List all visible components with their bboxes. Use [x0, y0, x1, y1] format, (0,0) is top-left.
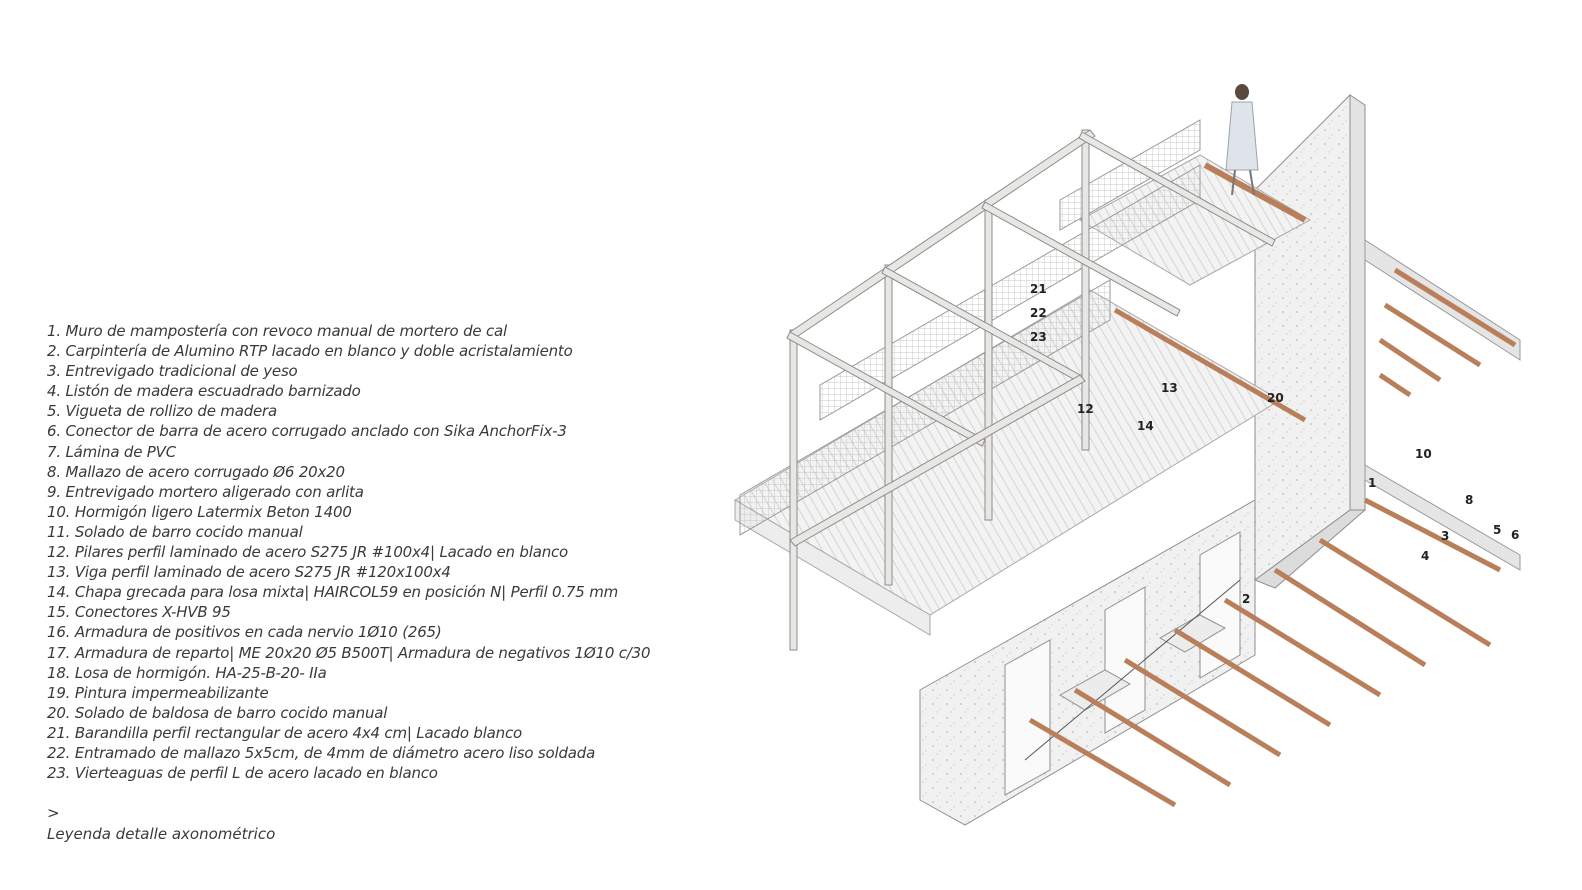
- legend-item: 15. Conectores X-HVB 95: [47, 603, 231, 622]
- callout-8: 8: [1465, 493, 1474, 507]
- legend-item: 10. Hormigón ligero Latermix Beton 1400: [47, 502, 352, 521]
- legend-item: 11. Solado de barro cocido manual: [47, 522, 303, 541]
- caption-arrow: >: [47, 804, 60, 822]
- callout-2: 2: [1242, 592, 1251, 606]
- callout-5: 5: [1493, 523, 1502, 537]
- legend-item: 4. Listón de madera escuadrado barnizado: [47, 382, 361, 401]
- legend-item: 20. Solado de baldosa de barro cocido manual: [47, 703, 388, 722]
- legend-item: 5. Vigueta de rollizo de madera: [47, 402, 278, 421]
- legend-item: 19. Pintura impermeabilizante: [47, 683, 269, 702]
- callout-3: 3: [1441, 529, 1450, 543]
- legend-item: 3. Entrevigado tradicional de yeso: [47, 362, 298, 381]
- legend-item: 2. Carpintería de Alumino RTP lacado en blanco y doble acristalamiento: [47, 342, 573, 361]
- callout-4: 4: [1421, 549, 1430, 563]
- legend-item: 9. Entrevigado mortero aligerado con arlita: [47, 482, 364, 501]
- legend-item: 14. Chapa grecada para losa mixta| HAIRCOL59 en posición N| Perfil 0.75 mm: [47, 583, 619, 602]
- callout-10: 10: [1415, 447, 1432, 461]
- legend-item: 16. Armadura de positivos en cada nervio 1Ø10 (265): [47, 623, 442, 642]
- callout-23: 23: [1030, 330, 1047, 344]
- callout-22: 22: [1030, 306, 1047, 320]
- legend-item: 17. Armadura de reparto| ME 20x20 Ø5 B500T| Armadura de negativos 1Ø10 c/30: [47, 643, 651, 662]
- legend-item: 8. Mallazo de acero corrugado Ø6 20x20: [47, 462, 345, 481]
- legend-item: 6. Conector de barra de acero corrugado anclado con Sika AnchorFix-3: [47, 422, 567, 441]
- callout-21: 21: [1030, 282, 1047, 296]
- legend-item: 1. Muro de mampostería con revoco manual de mortero de cal: [47, 322, 507, 340]
- legend-item: 22. Entramado de mallazo 5x5cm, de 4mm de diámetro acero liso soldada: [47, 743, 596, 762]
- legend-item: 18. Losa de hormigón. HA-25-B-20- IIa: [47, 663, 327, 682]
- legend-item: 12. Pilares perfil laminado de acero S275 JR #100x4| Lacado en blanco: [47, 543, 569, 562]
- caption-text: Leyenda detalle axonométrico: [47, 824, 276, 843]
- legend-item: 23. Vierteaguas de perfil L de acero lacado en blanco: [47, 764, 438, 783]
- callout-13: 13: [1161, 381, 1178, 395]
- legend-item: 21. Barandilla perfil rectangular de acero 4x4 cm| Lacado blanco: [47, 723, 522, 742]
- legend-item: 13. Viga perfil laminado de acero S275 JR #120x100x4: [47, 563, 451, 582]
- legend-item: 7. Lámina de PVC: [47, 442, 176, 461]
- callout-12: 12: [1077, 402, 1094, 416]
- callout-1: 1: [1368, 476, 1377, 490]
- callout-14: 14: [1137, 419, 1154, 433]
- callout-20: 20: [1267, 391, 1284, 405]
- callout-6: 6: [1511, 528, 1520, 542]
